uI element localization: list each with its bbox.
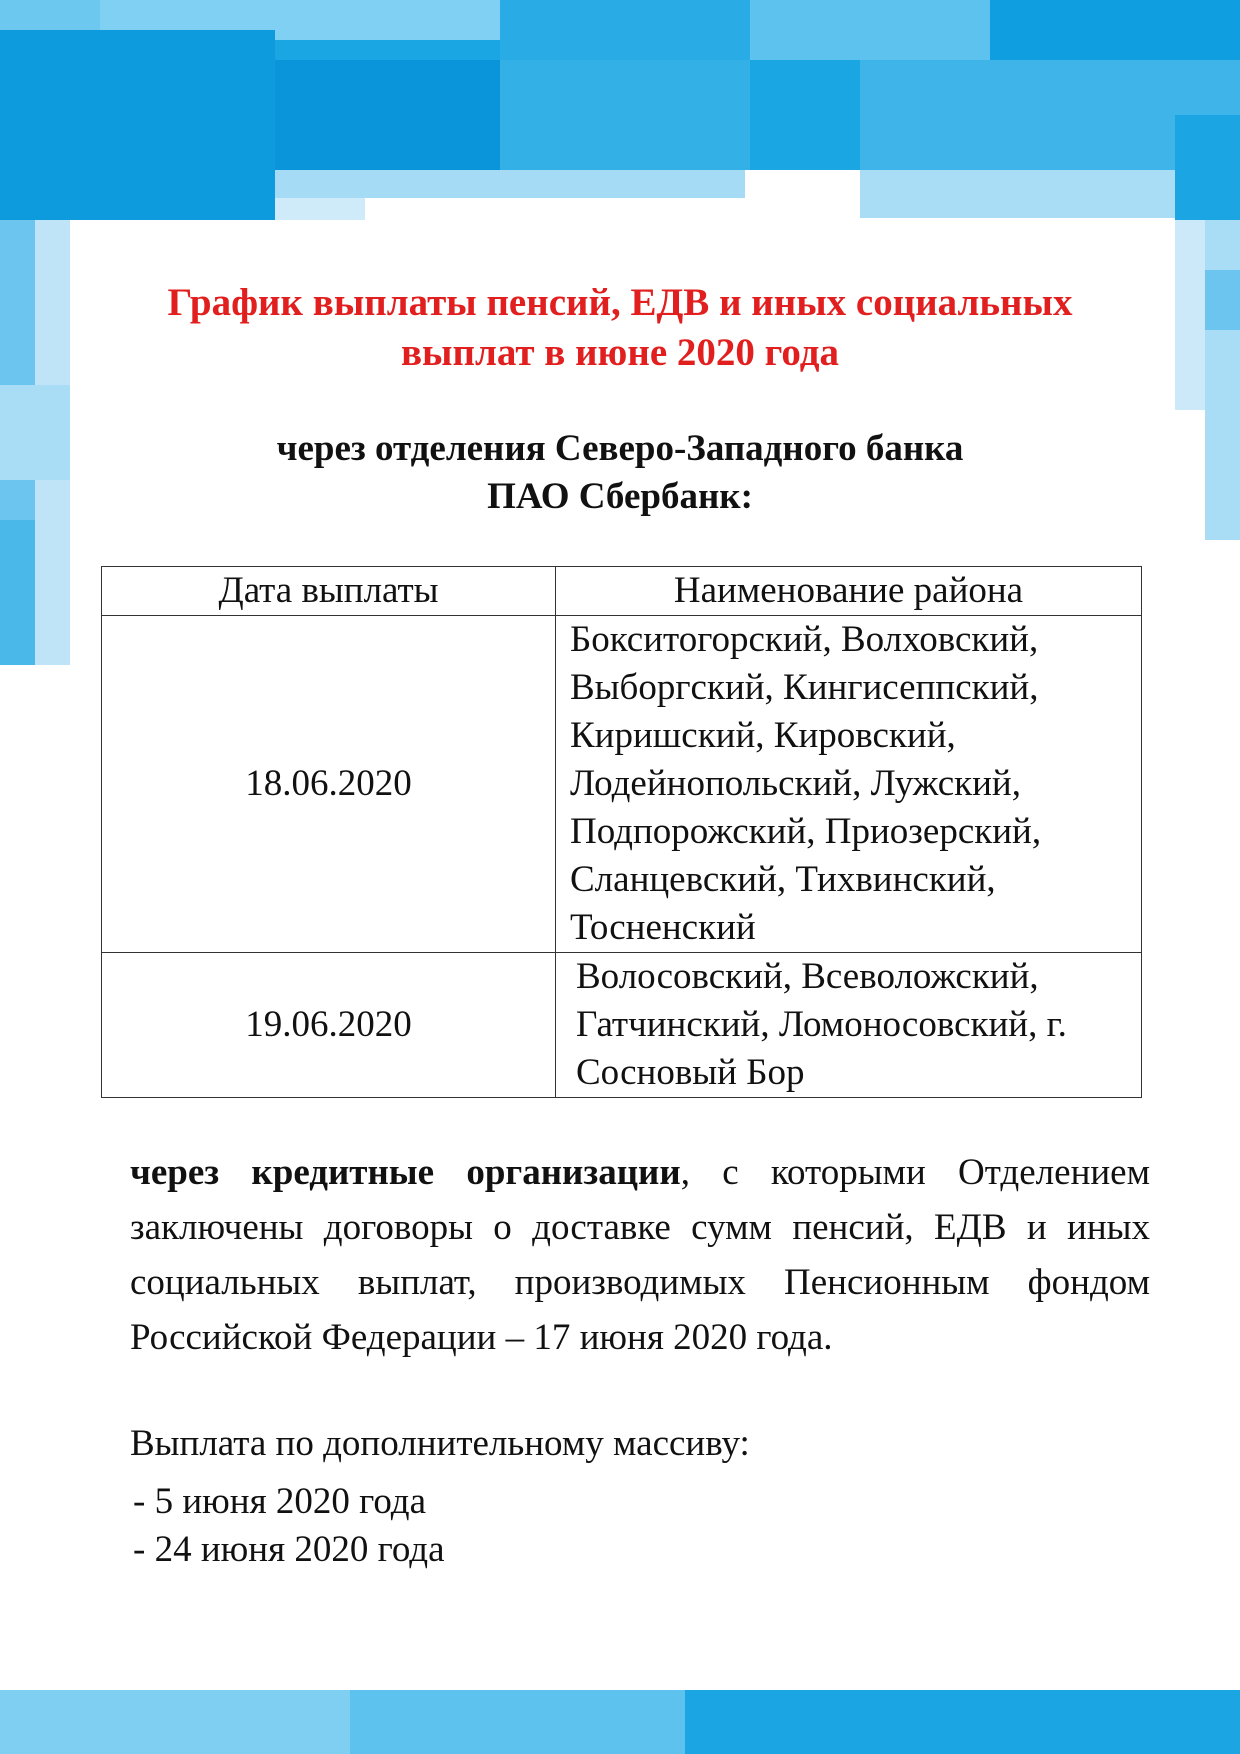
list-item: - 5 июня 2020 года	[133, 1481, 427, 1522]
payment-date: 18.06.2020	[102, 616, 556, 953]
page-title: График выплаты пенсий, ЕДВ и иных социальных выплат в июне 2020 года	[167, 281, 1073, 374]
table-header-row	[102, 567, 1142, 616]
column-header-district: Наименование района	[556, 567, 1142, 616]
page-subtitle	[0, 425, 1240, 521]
credit-organizations-lead: через кредитные организации	[130, 1152, 681, 1193]
district-list: Волосовский, Всеволожский, Гатчинский, Ломоносовский, г. Сосновый Бор	[556, 953, 1142, 1098]
table-row	[102, 616, 1142, 953]
list-item: - 24 июня 2020 года	[133, 1529, 445, 1570]
credit-organizations-paragraph	[130, 1145, 1150, 1365]
column-header-date: Дата выплаты	[102, 567, 556, 616]
payment-schedule-table	[101, 566, 1142, 1098]
additional-payment-dates	[133, 1478, 445, 1574]
subtitle-line-1: через отделения Северо-Западного банка	[276, 428, 964, 469]
table-row	[102, 953, 1142, 1098]
payment-date: 19.06.2020	[102, 953, 556, 1098]
credit-organizations-text: , с которыми Отделением заключены договоры о доставке сумм пенсий, ЕДВ и иных социальных выплат, производимых Пенсионным фондом Российской Федерации – 17 июня 2020 года.	[130, 1152, 1151, 1358]
subtitle-line-2: ПАО Сбербанк:	[487, 476, 753, 517]
district-list: Бокситогорский, Волховский, Выборгский, Кингисеппский, Киришский, Кировский, Лодейнопольский, Лужский, Подпорожский, Приозерский, Сланцевский, Тихвинский, Тосненский	[556, 616, 1142, 953]
additional-payment-title: Выплата по дополнительному массиву:	[130, 1423, 750, 1464]
